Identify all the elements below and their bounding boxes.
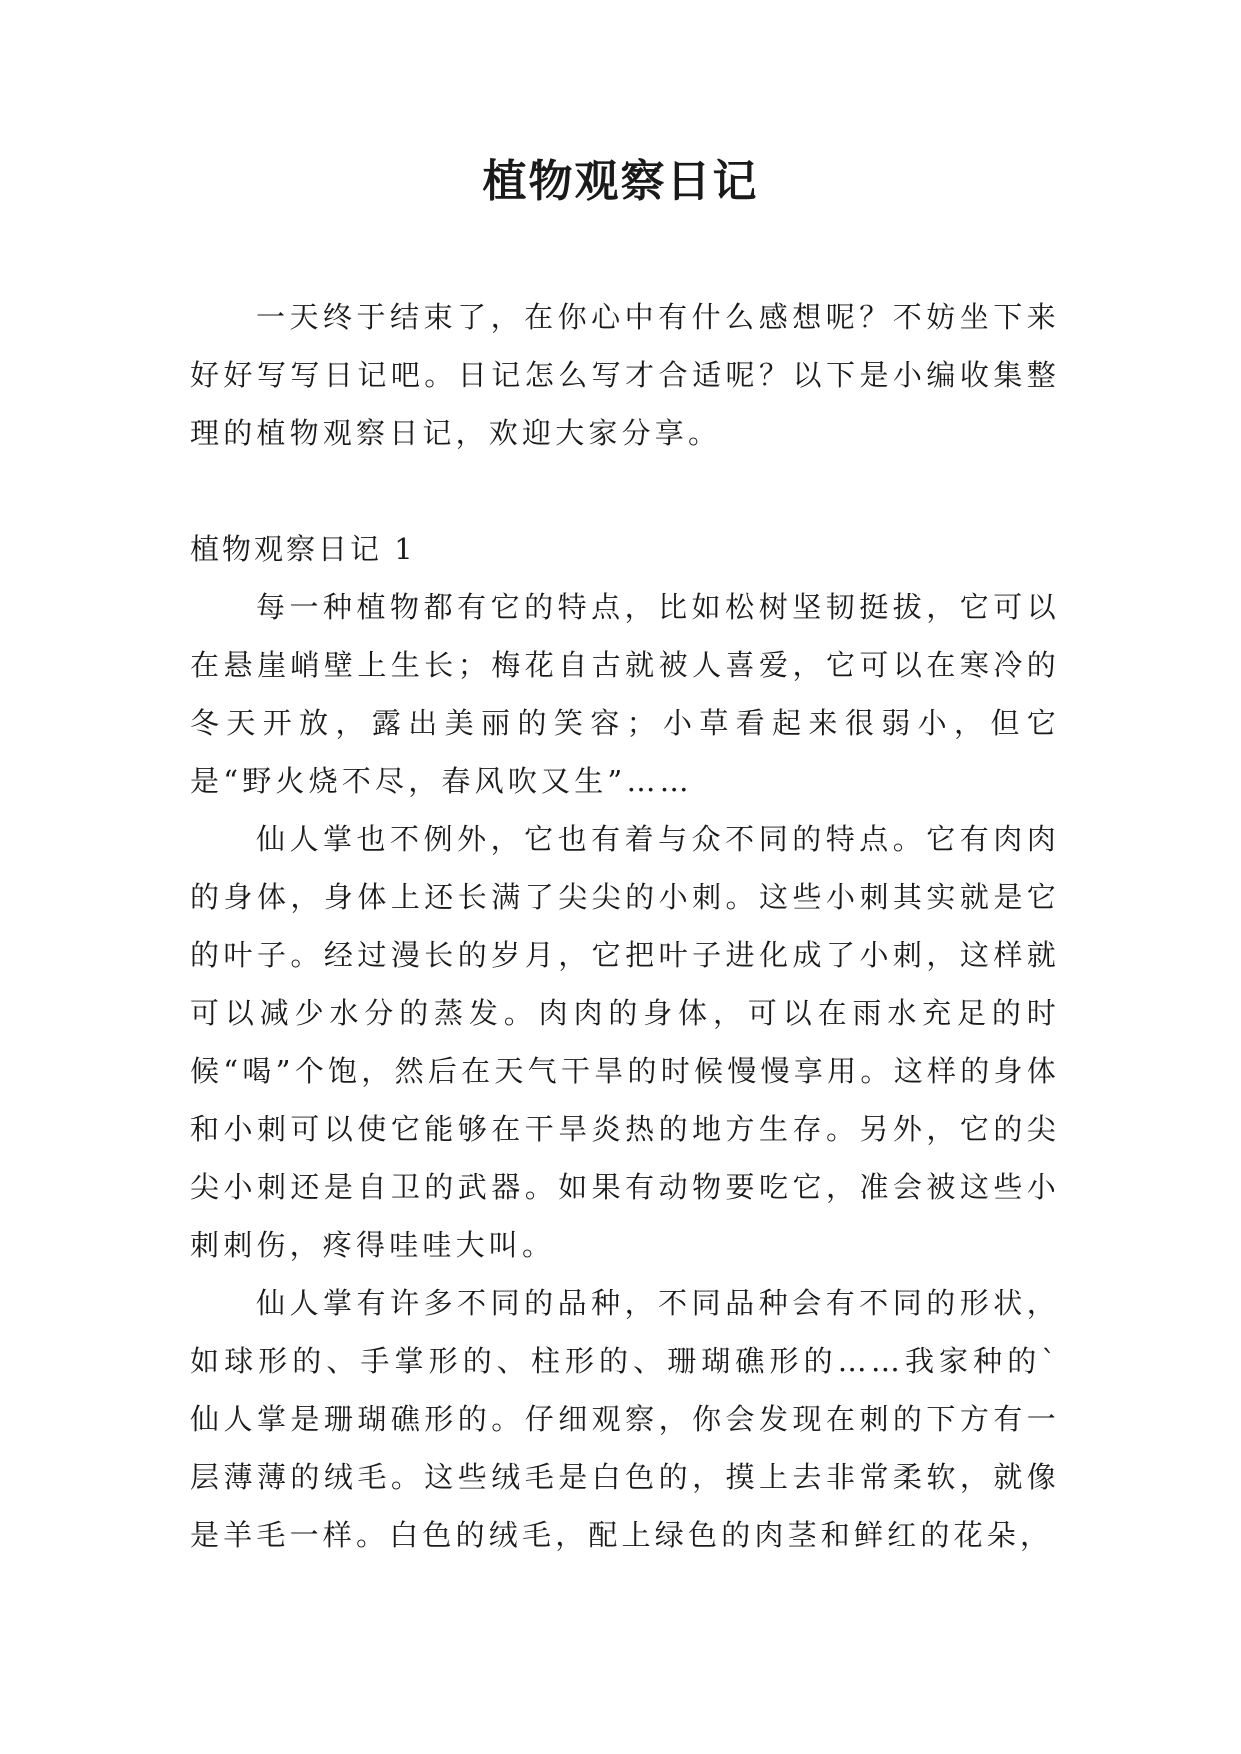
body-paragraph: 仙人掌有许多不同的品种，不同品种会有不同的形状，如球形的、手掌形的、柱形的、珊瑚礁形的……我家种的`仙人掌是珊瑚礁形的。仔细观察，你会发现在刺的下方有一层薄薄的绒毛。这些绒毛是白色的，摸上去非常柔软，就像是羊毛一样。白色的绒毛，配上绿色的肉茎和鲜红的花朵， — [190, 1286, 1060, 1552]
page-title: 植物观察日记 — [482, 156, 759, 207]
body-paragraph: 每一种植物都有它的特点，比如松树坚韧挺拔，它可以在悬崖峭壁上生长；梅花自古就被人喜爱，它可以在寒冷的冬天开放，露出美丽的笑容；小草看起来很弱小，但它是“野火烧不尽，春风吹又生”…… — [190, 590, 1060, 798]
document-body — [190, 288, 1060, 1564]
intro-paragraph: 一天终于结束了，在你心中有什么感想呢？不妨坐下来好好写写日记吧。日记怎么写才合适呢？以下是小编收集整理的植物观察日记，欢迎大家分享。 — [190, 300, 1060, 450]
paragraph-spacer — [190, 462, 1060, 520]
body-paragraph: 仙人掌也不例外，它也有着与众不同的特点。它有肉肉的身体，身体上还长满了尖尖的小刺。这些小刺其实就是它的叶子。经过漫长的岁月，它把叶子进化成了小刺，这样就可以减少水分的蒸发。肉肉的身体，可以在雨水充足的时候“喝”个饱，然后在天气干旱的时候慢慢享用。这样的身体和小刺可以使它能够在干旱炎热的地方生存。另外，它的尖尖小刺还是自卫的武器。如果有动物要吃它，准会被这些小刺刺伤，疼得哇哇大叫。 — [190, 822, 1060, 1262]
section-heading: 植物观察日记 1 — [190, 532, 416, 566]
